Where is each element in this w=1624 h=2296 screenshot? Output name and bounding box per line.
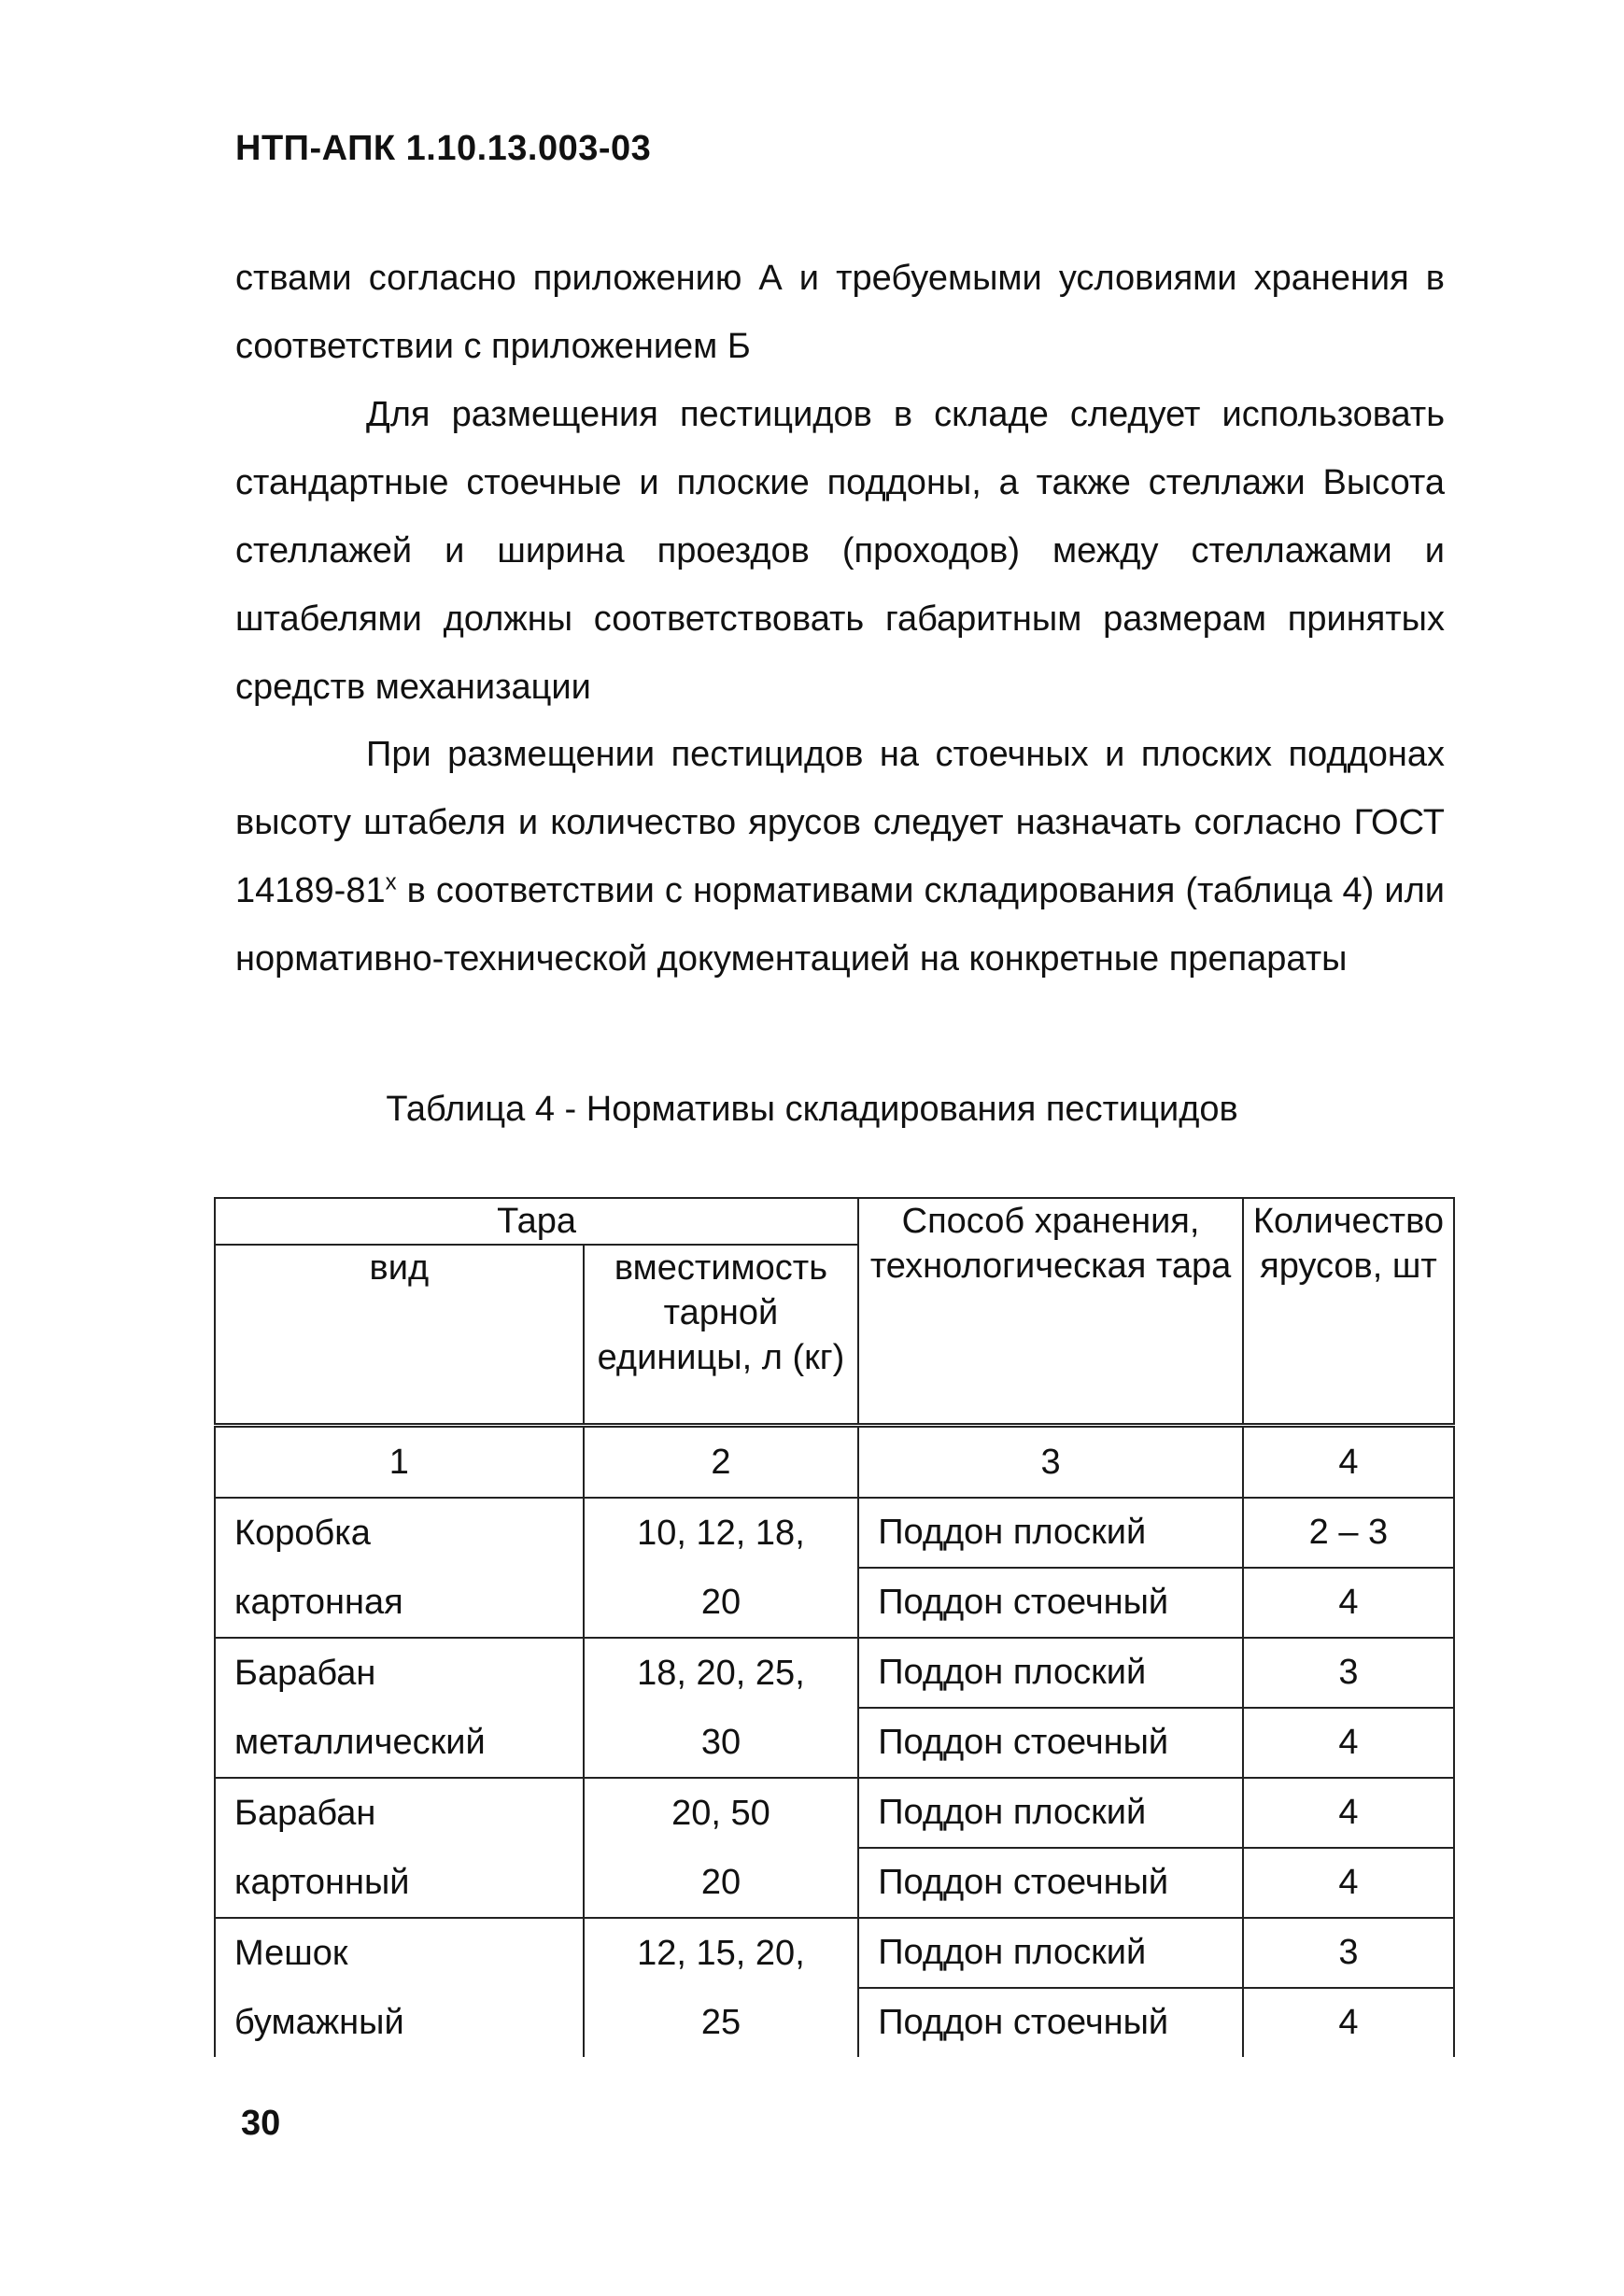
- capacity-cell: 20: [584, 1568, 859, 1638]
- storage-method-cell: Поддон стоечный: [858, 1848, 1243, 1918]
- storage-norms-table: [214, 1197, 1455, 2057]
- column-number-2: 2: [584, 1426, 859, 1499]
- storage-method-cell: Поддон стоечный: [858, 1988, 1243, 2057]
- tiers-cell: 3: [1243, 1918, 1454, 1988]
- column-number-4: 4: [1243, 1426, 1454, 1499]
- tara-type-cell: Барабан: [215, 1778, 584, 1848]
- paragraph-1-text: ствами согласно приложению А и требуемыми условиями хранения в соответствии с приложением Б: [235, 259, 1445, 366]
- storage-method-cell: Поддон плоский: [858, 1778, 1243, 1848]
- capacity-cell: 10, 12, 18,: [584, 1498, 859, 1568]
- tara-type-cell: картонная: [215, 1568, 584, 1638]
- table-row: [215, 1708, 1454, 1778]
- paragraph-2-text: Для размещения пестицидов в складе следует использовать стандартные стоечные и плоские поддоны, а также стеллажи Высота стеллажей и ширина проездов (проходов) между стеллажами и штабелями должны соответствовать габаритным размерам принятых средств механизации: [235, 395, 1445, 707]
- tara-type-cell: бумажный: [215, 1988, 584, 2057]
- capacity-cell: 12, 15, 20,: [584, 1918, 859, 1988]
- header-tara: Тара: [215, 1198, 858, 1245]
- tiers-cell: 2 – 3: [1243, 1498, 1454, 1568]
- capacity-cell: 20: [584, 1848, 859, 1918]
- table-row: [215, 1778, 1454, 1848]
- tara-type-cell: Мешок: [215, 1918, 584, 1988]
- storage-method-cell: Поддон плоский: [858, 1498, 1243, 1568]
- table-row: [215, 1918, 1454, 1988]
- tara-type-cell: металлический: [215, 1708, 584, 1778]
- paragraph-3: [235, 721, 1445, 993]
- storage-method-cell: Поддон плоский: [858, 1638, 1243, 1708]
- storage-method-cell: Поддон стоечный: [858, 1708, 1243, 1778]
- capacity-cell: 25: [584, 1988, 859, 2057]
- paragraph-3-part-1: При размещении пестицидов на стоечных и плоских поддонах высоту штабеля и количество ярусов следует назначать согласно ГОСТ 14189-81: [235, 735, 1445, 910]
- storage-method-cell: Поддон стоечный: [858, 1568, 1243, 1638]
- column-number-1: 1: [215, 1426, 584, 1499]
- tiers-cell: 4: [1243, 1848, 1454, 1918]
- table-row: [215, 1498, 1454, 1568]
- header-row-1: [215, 1198, 1454, 1245]
- capacity-cell: 18, 20, 25,: [584, 1638, 859, 1708]
- header-capacity: вместимость тарной единицы, л (кг): [584, 1245, 859, 1426]
- column-number-row: [215, 1426, 1454, 1499]
- paragraph-3-text: [235, 721, 1445, 993]
- paragraph-1: [235, 245, 1445, 381]
- tara-type-cell: Барабан: [215, 1638, 584, 1708]
- tara-type-cell: картонный: [215, 1848, 584, 1918]
- header-vid: вид: [215, 1245, 584, 1426]
- paragraph-2: [235, 381, 1445, 722]
- tara-type-cell: Коробка: [215, 1498, 584, 1568]
- table-row: [215, 1988, 1454, 2057]
- tiers-cell: 4: [1243, 1988, 1454, 2057]
- column-number-3: 3: [858, 1426, 1243, 1499]
- table-caption: Таблица 4 - Нормативы складирования пестицидов: [386, 1090, 1238, 1129]
- tiers-cell: 3: [1243, 1638, 1454, 1708]
- gost-superscript: х: [385, 869, 397, 895]
- table-row: [215, 1638, 1454, 1708]
- table-row: [215, 1848, 1454, 1918]
- document-code-header: НТП-АПК 1.10.13.003-03: [235, 129, 652, 168]
- storage-method-cell: Поддон плоский: [858, 1918, 1243, 1988]
- capacity-cell: 20, 50: [584, 1778, 859, 1848]
- capacity-cell: 30: [584, 1708, 859, 1778]
- tiers-cell: 4: [1243, 1708, 1454, 1778]
- paragraph-3-part-2: в соответствии с нормативами складирования (таблица 4) или нормативно-технической документацией на конкретные препараты: [235, 871, 1445, 979]
- tiers-cell: 4: [1243, 1568, 1454, 1638]
- table-row: [215, 1568, 1454, 1638]
- header-storage: Способ хранения, технологическая тара: [858, 1198, 1243, 1426]
- page-number: 30: [241, 2104, 281, 2143]
- tiers-cell: 4: [1243, 1778, 1454, 1848]
- header-tiers: Количество ярусов, шт: [1243, 1198, 1454, 1426]
